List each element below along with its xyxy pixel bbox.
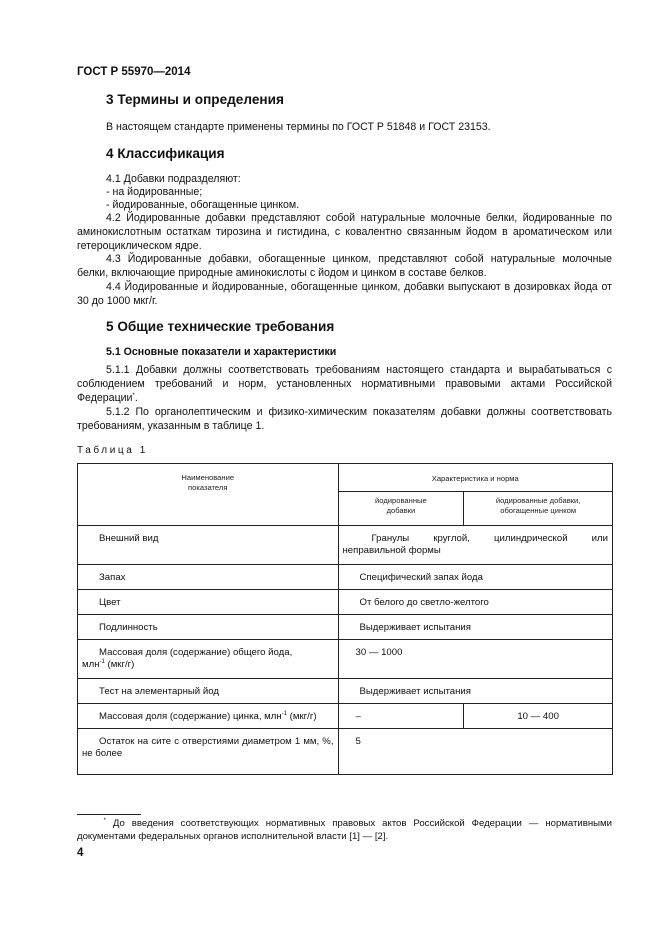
row-sieve-name-text: Остаток на сите с отверстиями диаметром 1 мм, %, не более	[82, 736, 334, 760]
table-row	[78, 526, 613, 565]
row-smell-value: Специфический запах йода	[338, 565, 613, 590]
row-iodine-value: 30 — 1000	[338, 640, 613, 679]
header-iodized-zinc	[464, 491, 613, 525]
header-iodized-zinc-l1: йодированные добавки,	[495, 495, 581, 505]
row-iodine-name	[78, 640, 339, 679]
row-zinc-iodized-zinc-value: 10 — 400	[464, 704, 613, 729]
table-caption: Таблица 1	[77, 445, 148, 456]
header-indicator-name-l2: показателя	[188, 483, 228, 493]
row-elemental-iodine-value: Выдерживает испытания	[338, 679, 613, 704]
row-iodine-unit-sup: -1	[99, 659, 105, 666]
para-5-1-2-text: 5.1.2 По органолептическим и физико-химическим показателям добавки должны соответствовать требованиям, указанным в таблице 1.	[77, 406, 612, 432]
header-iodized-zinc-l2: обогащенные цинком	[500, 506, 577, 516]
row-appearance-value	[338, 526, 613, 565]
row-iodine-unit: (мкг/г)	[104, 659, 135, 671]
row-zinc-name-text: Массовая доля (содержание) цинка, млн	[99, 711, 282, 722]
header-characteristic: Характеристика и норма	[338, 464, 613, 492]
row-color-name: Цвет	[78, 590, 339, 615]
table-row	[78, 704, 613, 729]
row-authenticity-value: Выдерживает испытания	[338, 615, 613, 640]
row-zinc-name	[78, 704, 339, 729]
para-4-2-text: 4.2 Йодированные добавки представляют собой натуральные молочные белки, йодированные по аминокислотным остаткам тирозина и гистидина, с ковалентно связанным йодом в ароматическом или гетероциклическом ядре.	[77, 212, 612, 252]
table-row	[78, 679, 613, 704]
footnote-mark: *	[103, 818, 106, 824]
section-4-title: 4 Классификация	[106, 146, 225, 161]
para-5-1-2	[77, 406, 612, 434]
footnote-text: До введения соответствующих нормативных правовых актов Российской Федерации — нормативными документами федеральных органов исполнительной власти [1] — [2].	[77, 818, 613, 842]
para-5-1-1-text: 5.1.1 Добавки должны соответствовать требованиям настоящего стандарта и вырабатываться с соблюдением требований и норм, установленных нормативными правовыми актами Российской Федерации	[77, 364, 612, 404]
row-sieve-value: 5	[338, 729, 613, 775]
table-row	[78, 729, 613, 775]
para-4-4-text: 4.4 Йодированные и йодированные, обогащенные цинком, добавки выпускают в дозировках йода от 30 до 1000 мкг/г.	[77, 281, 612, 307]
header-indicator-name-l1: Наименование	[181, 473, 235, 482]
row-elemental-iodine-name: Тест на элементарный йод	[78, 679, 339, 704]
table-row	[78, 615, 613, 640]
row-authenticity-name: Подлинность	[78, 615, 339, 640]
para-4-3	[77, 253, 612, 281]
footnote-ref: *	[132, 392, 135, 399]
footnote	[77, 818, 612, 843]
table-row	[78, 590, 613, 615]
para-4-3-text: 4.3 Йодированные добавки, обогащенные цинком, представляют собой натуральные молочные белки, включающие природные аминокислоты с йодом и цинком в составе белков.	[77, 253, 612, 279]
para-4-1-line2: - на йодированные;	[106, 186, 203, 198]
page-number: 4	[77, 847, 84, 859]
row-smell-name: Запах	[78, 565, 339, 590]
row-iodine-name-l1: Массовая доля (содержание) общего йода,	[99, 647, 293, 658]
row-appearance-name: Внешний вид	[78, 526, 339, 565]
row-zinc-unit: (мкг/г)	[287, 711, 317, 722]
footnote-separator	[77, 814, 141, 815]
row-iodine-unit-prefix: млн	[82, 659, 100, 671]
para-4-2	[77, 212, 612, 253]
row-appearance-value-text: Гранулы круглой, цилиндрической или неправильной формы	[342, 533, 608, 557]
para-5-1-1	[77, 364, 612, 405]
section-5-1-title: 5.1 Основные показатели и характеристики	[106, 346, 337, 358]
para-4-1-line1: 4.1 Добавки подразделяют:	[106, 173, 241, 185]
document-header: ГОСТ Р 55970—2014	[77, 66, 191, 78]
para-4-1-line3: - йодированные, обогащенные цинком.	[106, 199, 300, 211]
row-sieve-name	[78, 729, 339, 775]
table-header-row	[78, 464, 613, 492]
para-5-1-1-end: .	[134, 391, 138, 404]
header-iodized	[338, 491, 464, 525]
row-color-value: От белого до светло-желтого	[338, 590, 613, 615]
row-zinc-unit-sup: -1	[281, 711, 287, 717]
section-5-title: 5 Общие технические требования	[106, 319, 335, 334]
row-iodine-name-l2	[82, 659, 334, 671]
header-iodized-l1: йодированные	[375, 495, 427, 505]
table-row	[78, 565, 613, 590]
table-row	[78, 640, 613, 679]
header-indicator-name	[78, 464, 339, 526]
spec-table	[77, 463, 613, 775]
row-zinc-iodized-value: –	[338, 704, 464, 729]
header-iodized-l2: добавки	[386, 506, 416, 516]
section-3-title: 3 Термины и определения	[106, 92, 284, 107]
para-4-4	[77, 281, 612, 309]
section-3-text: В настоящем стандарте применены термины по ГОСТ Р 51848 и ГОСТ 23153.	[106, 121, 491, 133]
